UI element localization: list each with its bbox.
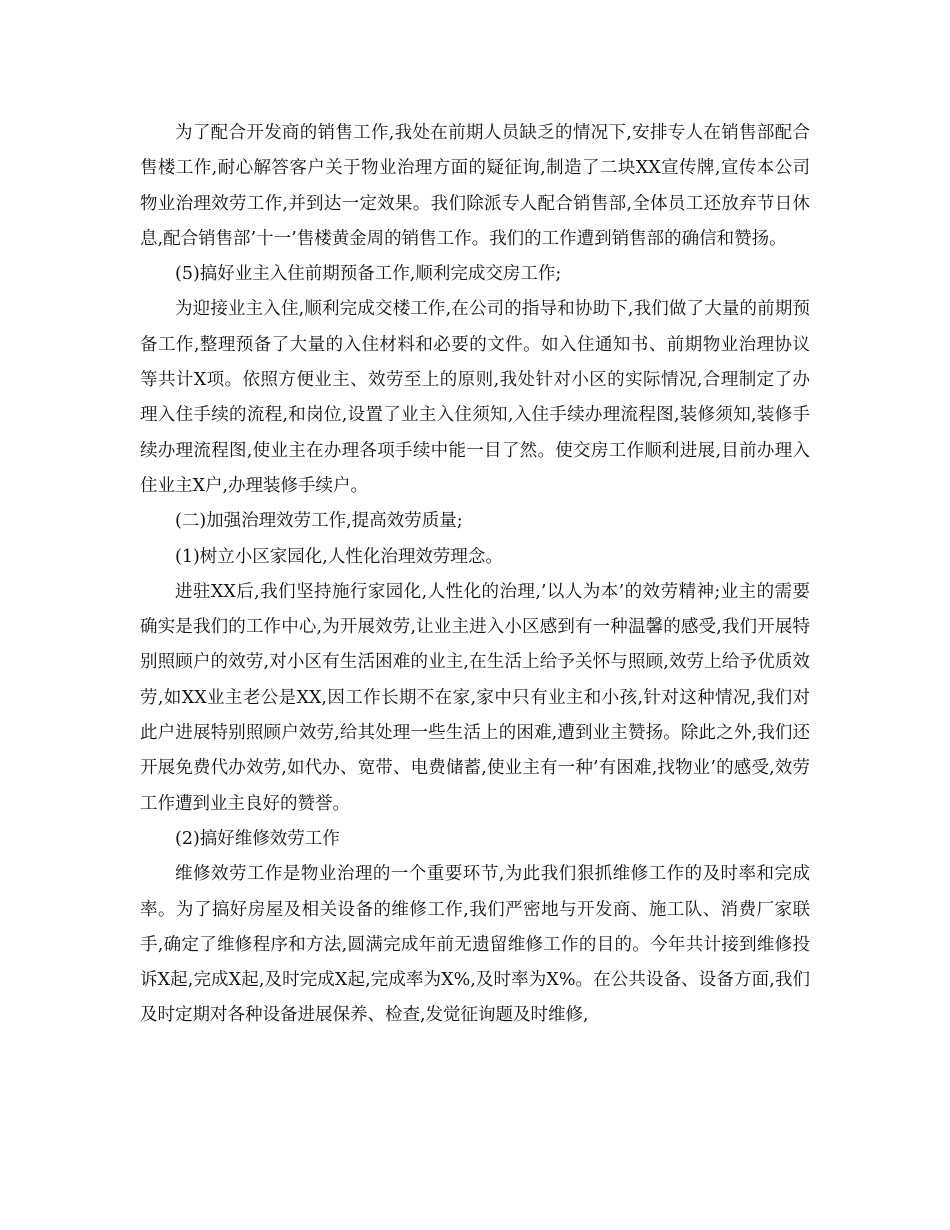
heading-maintenance: (2)搞好维修效劳工作 (175, 828, 340, 849)
heading-community-concept: (1)树立小区家园化,人性化治理效劳理念。 (175, 546, 503, 567)
heading-move-in-preparation: (5)搞好业主入住前期预备工作,顺利完成交房工作; (175, 264, 562, 285)
paragraph-maintenance: 维修效劳工作是物业治理的一个重要环节,为此我们狠抓维修工作的及时率和完成率。为了搞好房屋及相关设备的维修工作,我们严密地与开发商、施工队、消费厂家联手,确定了维修程序和方法,圆满完成年前无遗留维修工作的目的。今年共计接到维修投诉X起,完成X起,及时完成X起,完成率为X%,及时率为X%。在公共设备、设备方面,我们及时定期对各种设备进展保养、检查,发觉征询题及时维修, (140, 864, 810, 1026)
paragraph-community-service: 进驻XX后,我们坚持施行家园化,人性化的治理,’以人为本’的效劳精神;业主的需要确实是我们的工作中心,为开展效劳,让业主进入小区感到有一种温馨的感受,我们开展特别照顾户的效劳,对小区有生活困难的业主,在生活上给予关怀与照顾,效劳上给予优质效劳,如XX业主老公是XX,因工作长期不在家,家中只有业主和小孩,针对这种情况,我们对此户进展特别照顾户效劳,给其处理一些生活上的困难,遭到业主赞扬。除此之外,我们还开展免费代办效劳,如代办、宽带、电费储蓄,使业主有一种’有困难,找物业’的感受,效劳工作遭到业主良好的赞誉。 (140, 581, 810, 814)
document-page (140, 116, 810, 1034)
heading-service-quality: (二)加强治理效劳工作,提高效劳质量; (175, 511, 463, 532)
paragraph-move-in: 为迎接业主入住,顺利完成交楼工作,在公司的指导和协助下,我们做了大量的前期预备工作,整理预备了大量的入住材料和必要的文件。如入住通知书、前期物业治理协议等共计X项。依照方便业主、效劳至上的原则,我处针对小区的实际情况,合理制定了办理入住手续的流程,和岗位,设置了业主入住须知,入住手续办理流程图,装修须知,装修手续办理流程图,使业主在办理各项手续中能一目了然。使交房工作顺利进展,目前办理入住业主X户,办理装修手续户。 (140, 299, 810, 496)
paragraph-sales-support: 为了配合开发商的销售工作,我处在前期人员缺乏的情况下,安排专人在销售部配合售楼工作,耐心解答客户关于物业治理方面的疑征询,制造了二块XX宣传牌,宣传本公司物业治理效劳工作,并到达一定效果。我们除派专人配合销售部,全体员工还放弃节日休息,配合销售部’十一’售楼黄金周的销售工作。我们的工作遭到销售部的确信和赞扬。 (140, 123, 810, 249)
